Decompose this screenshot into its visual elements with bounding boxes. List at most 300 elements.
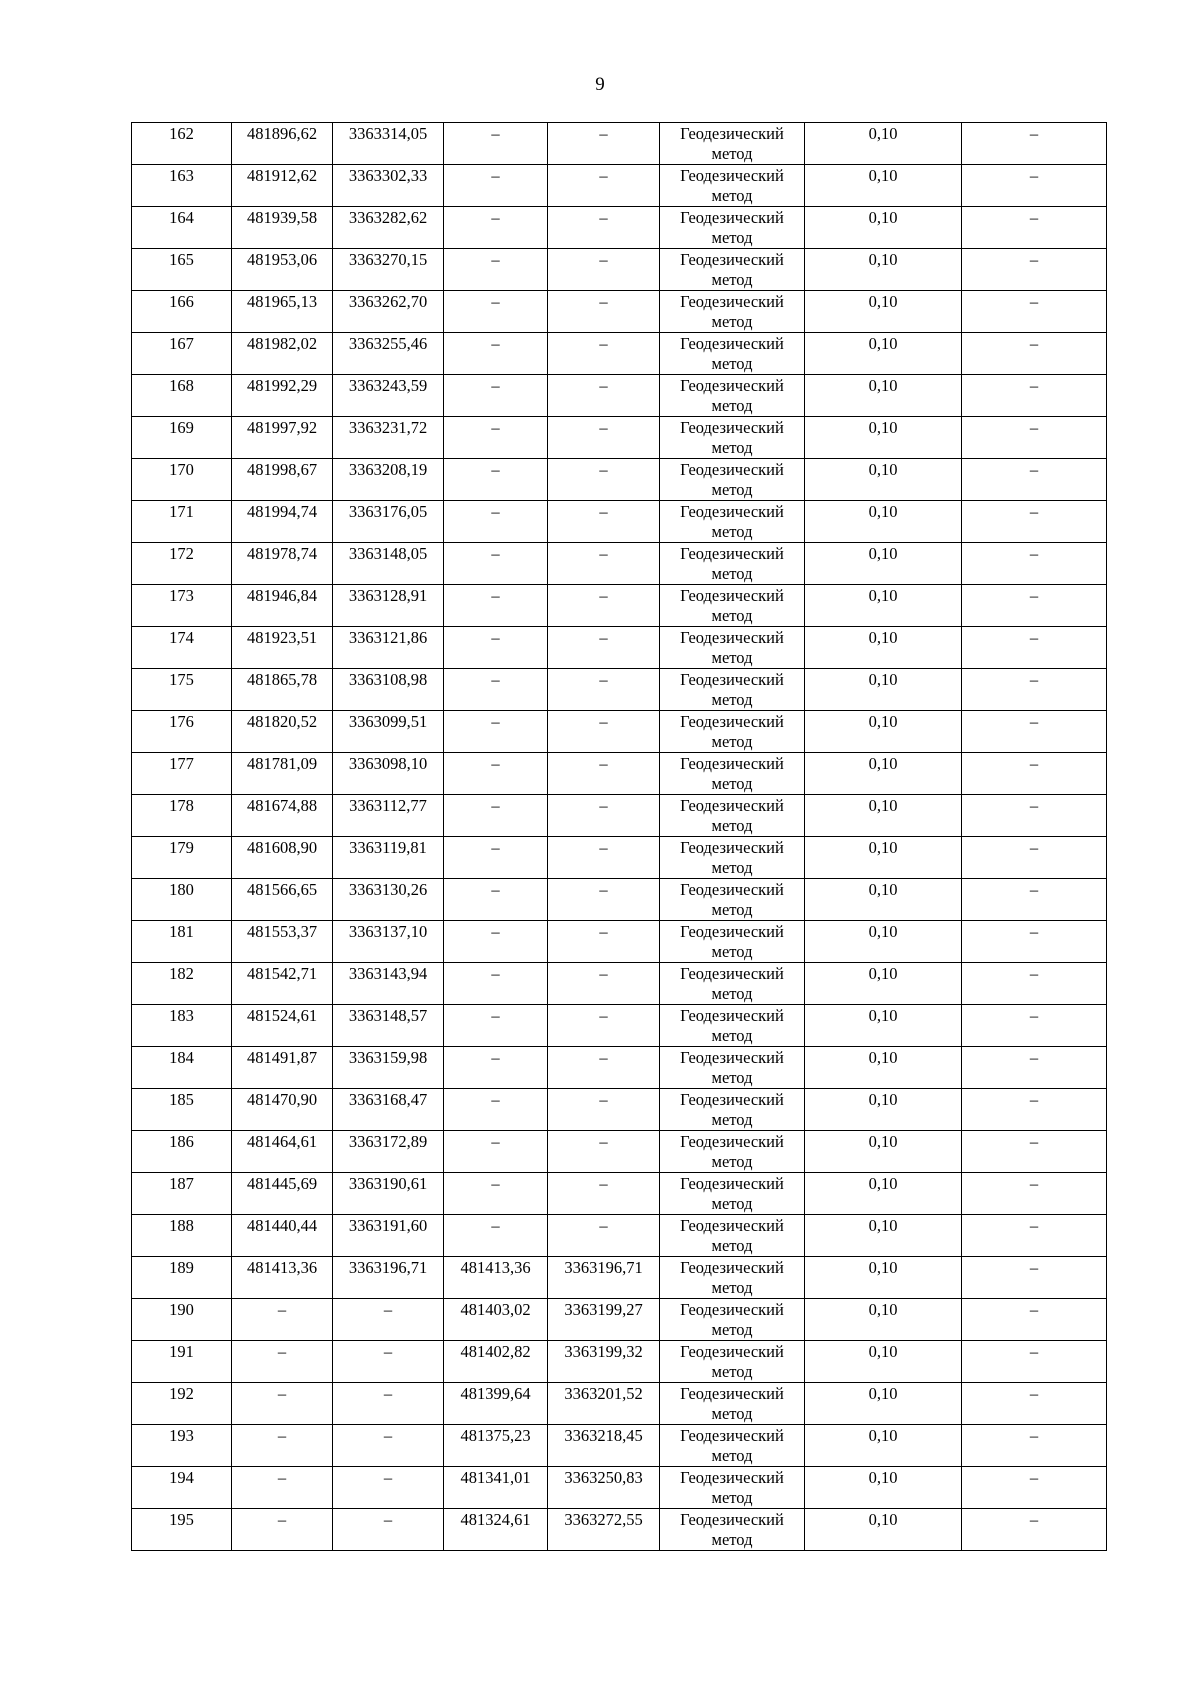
table-row — [132, 1383, 1107, 1425]
cell-method: Геодезический метод — [660, 669, 805, 711]
cell-note: – — [962, 1215, 1107, 1257]
cell-new-x: – — [444, 1047, 548, 1089]
cell-note: – — [962, 501, 1107, 543]
cell-accuracy: 0,10 — [805, 1173, 962, 1215]
cell-accuracy: 0,10 — [805, 711, 962, 753]
cell-accuracy: 0,10 — [805, 963, 962, 1005]
cell-point-number: 175 — [132, 669, 232, 711]
cell-new-y: 3363218,45 — [548, 1425, 660, 1467]
cell-point-number: 185 — [132, 1089, 232, 1131]
cell-new-x: – — [444, 711, 548, 753]
cell-point-number: 191 — [132, 1341, 232, 1383]
cell-note: – — [962, 711, 1107, 753]
cell-new-x: 481324,61 — [444, 1509, 548, 1551]
table-row — [132, 123, 1107, 165]
cell-point-number: 179 — [132, 837, 232, 879]
table-row — [132, 1299, 1107, 1341]
cell-new-y: – — [548, 837, 660, 879]
cell-accuracy: 0,10 — [805, 837, 962, 879]
coordinates-table — [131, 122, 1107, 1551]
cell-point-number: 182 — [132, 963, 232, 1005]
cell-existing-y: – — [333, 1425, 444, 1467]
cell-accuracy: 0,10 — [805, 249, 962, 291]
cell-new-x: – — [444, 291, 548, 333]
cell-new-x: – — [444, 1131, 548, 1173]
cell-note: – — [962, 627, 1107, 669]
cell-method: Геодезический метод — [660, 1131, 805, 1173]
cell-accuracy: 0,10 — [805, 1215, 962, 1257]
cell-existing-x: 481524,61 — [232, 1005, 333, 1047]
cell-accuracy: 0,10 — [805, 1257, 962, 1299]
cell-note: – — [962, 333, 1107, 375]
cell-accuracy: 0,10 — [805, 501, 962, 543]
cell-point-number: 192 — [132, 1383, 232, 1425]
cell-method: Геодезический метод — [660, 753, 805, 795]
cell-new-x: – — [444, 459, 548, 501]
cell-accuracy: 0,10 — [805, 921, 962, 963]
cell-new-y: – — [548, 291, 660, 333]
table-row — [132, 753, 1107, 795]
cell-existing-y: 3363191,60 — [333, 1215, 444, 1257]
cell-method: Геодезический метод — [660, 543, 805, 585]
cell-method: Геодезический метод — [660, 123, 805, 165]
cell-new-x: – — [444, 333, 548, 375]
cell-existing-y: 3363098,10 — [333, 753, 444, 795]
table-row — [132, 165, 1107, 207]
cell-existing-x: 481608,90 — [232, 837, 333, 879]
cell-point-number: 187 — [132, 1173, 232, 1215]
cell-note: – — [962, 669, 1107, 711]
cell-new-y: – — [548, 1047, 660, 1089]
cell-existing-x: 481440,44 — [232, 1215, 333, 1257]
cell-existing-x: 481674,88 — [232, 795, 333, 837]
cell-new-y: 3363272,55 — [548, 1509, 660, 1551]
cell-new-x: – — [444, 543, 548, 585]
cell-new-x: – — [444, 795, 548, 837]
cell-method: Геодезический метод — [660, 1383, 805, 1425]
cell-method: Геодезический метод — [660, 375, 805, 417]
cell-existing-x: – — [232, 1425, 333, 1467]
table-row — [132, 585, 1107, 627]
cell-accuracy: 0,10 — [805, 123, 962, 165]
cell-point-number: 162 — [132, 123, 232, 165]
table-row — [132, 1257, 1107, 1299]
table-row — [132, 669, 1107, 711]
cell-existing-x: 481413,36 — [232, 1257, 333, 1299]
cell-existing-x: 481978,74 — [232, 543, 333, 585]
cell-point-number: 183 — [132, 1005, 232, 1047]
cell-method: Геодезический метод — [660, 1005, 805, 1047]
cell-new-x: – — [444, 879, 548, 921]
table-row — [132, 207, 1107, 249]
cell-note: – — [962, 1257, 1107, 1299]
cell-accuracy: 0,10 — [805, 333, 962, 375]
table-row — [132, 1467, 1107, 1509]
table-row — [132, 1509, 1107, 1551]
cell-method: Геодезический метод — [660, 207, 805, 249]
cell-existing-x: 481491,87 — [232, 1047, 333, 1089]
cell-note: – — [962, 207, 1107, 249]
table-row — [132, 1047, 1107, 1089]
cell-point-number: 190 — [132, 1299, 232, 1341]
cell-new-x: – — [444, 501, 548, 543]
cell-point-number: 194 — [132, 1467, 232, 1509]
cell-new-y: – — [548, 501, 660, 543]
cell-new-y: – — [548, 207, 660, 249]
cell-note: – — [962, 879, 1107, 921]
cell-method: Геодезический метод — [660, 165, 805, 207]
cell-new-x: 481402,82 — [444, 1341, 548, 1383]
cell-note: – — [962, 1089, 1107, 1131]
cell-new-x: – — [444, 669, 548, 711]
cell-accuracy: 0,10 — [805, 1089, 962, 1131]
cell-accuracy: 0,10 — [805, 417, 962, 459]
cell-existing-x: 481939,58 — [232, 207, 333, 249]
cell-point-number: 173 — [132, 585, 232, 627]
cell-existing-x: 481445,69 — [232, 1173, 333, 1215]
cell-note: – — [962, 1005, 1107, 1047]
cell-existing-y: 3363099,51 — [333, 711, 444, 753]
cell-new-y: – — [548, 627, 660, 669]
cell-note: – — [962, 753, 1107, 795]
cell-existing-x: 481553,37 — [232, 921, 333, 963]
cell-method: Геодезический метод — [660, 291, 805, 333]
cell-point-number: 170 — [132, 459, 232, 501]
cell-existing-y: – — [333, 1299, 444, 1341]
cell-existing-x: 481820,52 — [232, 711, 333, 753]
cell-new-x: – — [444, 1089, 548, 1131]
cell-point-number: 177 — [132, 753, 232, 795]
cell-note: – — [962, 375, 1107, 417]
cell-new-y: – — [548, 585, 660, 627]
cell-accuracy: 0,10 — [805, 669, 962, 711]
cell-new-y: 3363199,27 — [548, 1299, 660, 1341]
cell-accuracy: 0,10 — [805, 1299, 962, 1341]
cell-note: – — [962, 921, 1107, 963]
cell-method: Геодезический метод — [660, 837, 805, 879]
table-row — [132, 543, 1107, 585]
cell-existing-x: 481946,84 — [232, 585, 333, 627]
cell-existing-y: – — [333, 1509, 444, 1551]
cell-point-number: 180 — [132, 879, 232, 921]
cell-new-y: – — [548, 1215, 660, 1257]
cell-note: – — [962, 543, 1107, 585]
cell-new-y: – — [548, 921, 660, 963]
cell-method: Геодезический метод — [660, 711, 805, 753]
cell-new-x: – — [444, 417, 548, 459]
cell-accuracy: 0,10 — [805, 543, 962, 585]
cell-point-number: 166 — [132, 291, 232, 333]
cell-existing-x: 481566,65 — [232, 879, 333, 921]
cell-method: Геодезический метод — [660, 333, 805, 375]
cell-new-y: – — [548, 459, 660, 501]
cell-new-x: – — [444, 753, 548, 795]
cell-method: Геодезический метод — [660, 627, 805, 669]
cell-new-x: – — [444, 123, 548, 165]
cell-new-x: – — [444, 1173, 548, 1215]
cell-existing-y: 3363282,62 — [333, 207, 444, 249]
cell-point-number: 165 — [132, 249, 232, 291]
cell-accuracy: 0,10 — [805, 375, 962, 417]
cell-existing-x: – — [232, 1299, 333, 1341]
cell-point-number: 174 — [132, 627, 232, 669]
cell-existing-y: 3363137,10 — [333, 921, 444, 963]
cell-existing-y: 3363148,57 — [333, 1005, 444, 1047]
cell-existing-x: 481912,62 — [232, 165, 333, 207]
cell-existing-y: 3363119,81 — [333, 837, 444, 879]
cell-new-x: – — [444, 249, 548, 291]
cell-point-number: 186 — [132, 1131, 232, 1173]
cell-new-y: 3363199,32 — [548, 1341, 660, 1383]
cell-existing-x: 481896,62 — [232, 123, 333, 165]
cell-point-number: 189 — [132, 1257, 232, 1299]
cell-new-y: – — [548, 1173, 660, 1215]
cell-point-number: 169 — [132, 417, 232, 459]
cell-existing-y: 3363208,19 — [333, 459, 444, 501]
coordinates-table-body — [132, 123, 1107, 1551]
cell-method: Геодезический метод — [660, 1257, 805, 1299]
cell-new-x: – — [444, 627, 548, 669]
cell-new-y: – — [548, 249, 660, 291]
cell-new-x: – — [444, 585, 548, 627]
cell-method: Геодезический метод — [660, 921, 805, 963]
cell-new-y: – — [548, 375, 660, 417]
cell-accuracy: 0,10 — [805, 1005, 962, 1047]
cell-new-y: 3363201,52 — [548, 1383, 660, 1425]
cell-new-y: – — [548, 879, 660, 921]
cell-new-y: – — [548, 543, 660, 585]
cell-existing-x: – — [232, 1341, 333, 1383]
cell-point-number: 176 — [132, 711, 232, 753]
table-row — [132, 1173, 1107, 1215]
table-row — [132, 627, 1107, 669]
cell-accuracy: 0,10 — [805, 1467, 962, 1509]
cell-new-x: 481403,02 — [444, 1299, 548, 1341]
cell-accuracy: 0,10 — [805, 1425, 962, 1467]
cell-point-number: 168 — [132, 375, 232, 417]
cell-method: Геодезический метод — [660, 1425, 805, 1467]
cell-note: – — [962, 1425, 1107, 1467]
cell-note: – — [962, 1299, 1107, 1341]
cell-point-number: 164 — [132, 207, 232, 249]
cell-new-y: – — [548, 333, 660, 375]
cell-existing-y: 3363231,72 — [333, 417, 444, 459]
cell-existing-y: 3363143,94 — [333, 963, 444, 1005]
cell-point-number: 193 — [132, 1425, 232, 1467]
cell-point-number: 184 — [132, 1047, 232, 1089]
cell-note: – — [962, 1341, 1107, 1383]
cell-existing-y: 3363172,89 — [333, 1131, 444, 1173]
table-row — [132, 459, 1107, 501]
table-row — [132, 711, 1107, 753]
cell-point-number: 178 — [132, 795, 232, 837]
cell-method: Геодезический метод — [660, 501, 805, 543]
table-row — [132, 1425, 1107, 1467]
cell-new-x: – — [444, 1005, 548, 1047]
cell-method: Геодезический метод — [660, 459, 805, 501]
cell-existing-y: 3363108,98 — [333, 669, 444, 711]
cell-existing-x: 481781,09 — [232, 753, 333, 795]
cell-new-y: – — [548, 711, 660, 753]
cell-existing-y: 3363302,33 — [333, 165, 444, 207]
cell-method: Геодезический метод — [660, 963, 805, 1005]
cell-existing-x: – — [232, 1383, 333, 1425]
cell-point-number: 167 — [132, 333, 232, 375]
cell-existing-x: 481994,74 — [232, 501, 333, 543]
table-row — [132, 879, 1107, 921]
cell-new-y: – — [548, 1089, 660, 1131]
cell-new-y: – — [548, 963, 660, 1005]
cell-new-x: – — [444, 207, 548, 249]
table-row — [132, 417, 1107, 459]
cell-point-number: 181 — [132, 921, 232, 963]
cell-new-y: – — [548, 1131, 660, 1173]
cell-existing-x: – — [232, 1467, 333, 1509]
cell-existing-y: 3363112,77 — [333, 795, 444, 837]
table-row — [132, 1005, 1107, 1047]
cell-new-y: – — [548, 165, 660, 207]
cell-existing-y: 3363130,26 — [333, 879, 444, 921]
cell-accuracy: 0,10 — [805, 207, 962, 249]
cell-method: Геодезический метод — [660, 249, 805, 291]
cell-new-x: 481413,36 — [444, 1257, 548, 1299]
cell-existing-y: 3363255,46 — [333, 333, 444, 375]
cell-note: – — [962, 1383, 1107, 1425]
cell-existing-y: 3363176,05 — [333, 501, 444, 543]
cell-note: – — [962, 291, 1107, 333]
cell-note: – — [962, 1467, 1107, 1509]
cell-existing-y: – — [333, 1341, 444, 1383]
table-row — [132, 1215, 1107, 1257]
cell-note: – — [962, 837, 1107, 879]
cell-existing-y: 3363128,91 — [333, 585, 444, 627]
table-row — [132, 1089, 1107, 1131]
cell-new-x: – — [444, 1215, 548, 1257]
cell-method: Геодезический метод — [660, 879, 805, 921]
cell-accuracy: 0,10 — [805, 1341, 962, 1383]
cell-accuracy: 0,10 — [805, 585, 962, 627]
cell-existing-x: 481953,06 — [232, 249, 333, 291]
cell-accuracy: 0,10 — [805, 165, 962, 207]
cell-accuracy: 0,10 — [805, 753, 962, 795]
cell-method: Геодезический метод — [660, 1467, 805, 1509]
cell-existing-x: 481992,29 — [232, 375, 333, 417]
cell-new-x: 481341,01 — [444, 1467, 548, 1509]
cell-note: – — [962, 795, 1107, 837]
cell-existing-y: 3363148,05 — [333, 543, 444, 585]
cell-method: Геодезический метод — [660, 1509, 805, 1551]
cell-accuracy: 0,10 — [805, 459, 962, 501]
table-row — [132, 963, 1107, 1005]
cell-note: – — [962, 1173, 1107, 1215]
cell-existing-x: 481998,67 — [232, 459, 333, 501]
cell-note: – — [962, 1131, 1107, 1173]
cell-new-x: – — [444, 837, 548, 879]
cell-new-y: – — [548, 795, 660, 837]
cell-new-x: 481399,64 — [444, 1383, 548, 1425]
table-row — [132, 1131, 1107, 1173]
cell-new-y: – — [548, 1005, 660, 1047]
cell-method: Геодезический метод — [660, 1299, 805, 1341]
cell-existing-y: 3363270,15 — [333, 249, 444, 291]
cell-note: – — [962, 249, 1107, 291]
cell-new-x: – — [444, 165, 548, 207]
cell-point-number: 188 — [132, 1215, 232, 1257]
cell-note: – — [962, 123, 1107, 165]
cell-new-y: – — [548, 753, 660, 795]
cell-existing-x: 481464,61 — [232, 1131, 333, 1173]
cell-note: – — [962, 585, 1107, 627]
table-row — [132, 837, 1107, 879]
cell-method: Геодезический метод — [660, 585, 805, 627]
cell-accuracy: 0,10 — [805, 1509, 962, 1551]
cell-new-y: 3363250,83 — [548, 1467, 660, 1509]
cell-accuracy: 0,10 — [805, 1383, 962, 1425]
table-row — [132, 501, 1107, 543]
cell-existing-y: 3363243,59 — [333, 375, 444, 417]
cell-existing-x: 481965,13 — [232, 291, 333, 333]
cell-note: – — [962, 417, 1107, 459]
cell-existing-x: 481982,02 — [232, 333, 333, 375]
cell-existing-y: 3363121,86 — [333, 627, 444, 669]
cell-existing-x: 481923,51 — [232, 627, 333, 669]
cell-note: – — [962, 963, 1107, 1005]
cell-accuracy: 0,10 — [805, 627, 962, 669]
cell-existing-x: 481997,92 — [232, 417, 333, 459]
cell-accuracy: 0,10 — [805, 1131, 962, 1173]
table-row — [132, 291, 1107, 333]
table-row — [132, 795, 1107, 837]
cell-note: – — [962, 1509, 1107, 1551]
cell-point-number: 171 — [132, 501, 232, 543]
cell-point-number: 163 — [132, 165, 232, 207]
cell-point-number: 195 — [132, 1509, 232, 1551]
table-row — [132, 249, 1107, 291]
table-row — [132, 921, 1107, 963]
cell-existing-x: 481542,71 — [232, 963, 333, 1005]
cell-existing-x: 481865,78 — [232, 669, 333, 711]
cell-note: – — [962, 459, 1107, 501]
cell-accuracy: 0,10 — [805, 291, 962, 333]
cell-method: Геодезический метод — [660, 1215, 805, 1257]
cell-new-y: 3363196,71 — [548, 1257, 660, 1299]
cell-new-y: – — [548, 417, 660, 459]
cell-method: Геодезический метод — [660, 1341, 805, 1383]
cell-method: Геодезический метод — [660, 1089, 805, 1131]
table-row — [132, 1341, 1107, 1383]
cell-existing-y: – — [333, 1383, 444, 1425]
cell-note: – — [962, 1047, 1107, 1089]
cell-method: Геодезический метод — [660, 417, 805, 459]
cell-note: – — [962, 165, 1107, 207]
cell-existing-y: 3363190,61 — [333, 1173, 444, 1215]
cell-existing-x: 481470,90 — [232, 1089, 333, 1131]
cell-method: Геодезический метод — [660, 1047, 805, 1089]
cell-point-number: 172 — [132, 543, 232, 585]
cell-accuracy: 0,10 — [805, 1047, 962, 1089]
cell-existing-y: – — [333, 1467, 444, 1509]
cell-method: Геодезический метод — [660, 1173, 805, 1215]
cell-new-x: – — [444, 963, 548, 1005]
table-row — [132, 375, 1107, 417]
cell-existing-y: 3363159,98 — [333, 1047, 444, 1089]
cell-accuracy: 0,10 — [805, 879, 962, 921]
cell-existing-y: 3363168,47 — [333, 1089, 444, 1131]
page-number: 9 — [595, 74, 605, 95]
cell-method: Геодезический метод — [660, 795, 805, 837]
cell-new-y: – — [548, 669, 660, 711]
cell-existing-x: – — [232, 1509, 333, 1551]
